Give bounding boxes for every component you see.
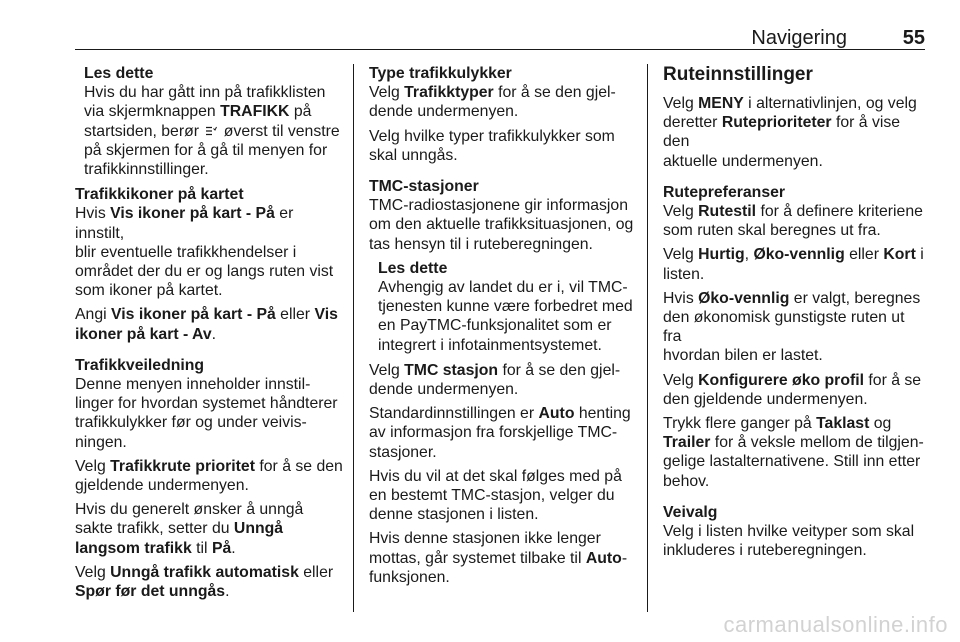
paragraph: Velg Unngå trafikk automatisk eller Spør før det unngås. bbox=[75, 563, 334, 601]
paragraph: Velg Trafikktyper for å se den gjel- dende undermenyen. bbox=[369, 84, 616, 121]
paragraph: Hvis denne stasjonen ikke lenger mottas, går systemet tilbake til Auto- funksjonen. bbox=[369, 530, 628, 586]
paragraph: Standardinnstillingen er Auto henting av informasjon fra forskjellige TMC- stasjoner. bbox=[369, 405, 631, 461]
settings-menu-icon bbox=[205, 125, 217, 137]
section-title: Navigering bbox=[751, 27, 847, 49]
paragraph: Trykk flere ganger på Taklast og Trailer for å veksle mellom de tilgjen- gelige lastalternativene. Still inn etter behov. bbox=[663, 415, 924, 490]
paragraph: Hvis Vis ikoner på kart - På er innstilt, blir eventuelle trafikkhendelser i området der du er og langs ruten vist som ikoner på kartet. bbox=[75, 205, 334, 300]
text-line: en PayTMC-funksjonalitet som er bbox=[378, 317, 612, 335]
heading-road-choice: Veivalg bbox=[663, 503, 718, 521]
paragraph: Velg MENY i alternativlinjen, og velg deretter Ruteprioriteter for å vise den aktuelle undermenyen. bbox=[663, 95, 917, 170]
text-line: integrert i infotainmentsystemet. bbox=[378, 336, 602, 354]
paragraph: Hvis du vil at det skal følges med på en bestemt TMC-stasjon, velger du denne stasjonen i listen. bbox=[369, 467, 622, 524]
paragraph: Velg Trafikkrute prioritet for å se den gjeldende undermenyen. bbox=[75, 457, 343, 495]
heading-tmc-stations: TMC-stasjoner bbox=[369, 178, 479, 196]
paragraph: Velg i listen hvilke veityper som skal inkluderes i ruteberegningen. bbox=[663, 523, 915, 560]
watermark: carmanualsonline.info bbox=[723, 612, 948, 637]
note-paytmc bbox=[369, 259, 639, 355]
paragraph: Velg hvilke typer trafikkulykker som skal unngås. bbox=[369, 127, 615, 164]
column-2 bbox=[369, 64, 639, 592]
note-title: Les dette bbox=[378, 259, 448, 277]
paragraph: Velg Konfigurere øko profil for å se den gjeldende undermenyen. bbox=[663, 371, 922, 408]
heading-route-settings: Ruteinnstillinger bbox=[663, 64, 813, 85]
text-line: Avhengig av landet du er i, vil TMC- bbox=[378, 279, 628, 297]
paragraph: Hvis Øko-vennlig er valgt, beregnes den økonomisk gunstigste ruten ut fra hvordan bilen er lastet. bbox=[663, 289, 921, 365]
column-1 bbox=[75, 64, 345, 606]
paragraph: Velg Rutestil for å definere kriteriene som ruten skal beregnes ut fra. bbox=[663, 203, 923, 240]
paragraph: TMC-radiostasjonene gir informasjon om den aktuelle trafikksituasjonen, og tas hensyn til i ruteberegningen. bbox=[369, 197, 634, 253]
column-divider-2 bbox=[647, 64, 648, 612]
column-divider-1 bbox=[353, 64, 354, 612]
note-title: Les dette bbox=[84, 65, 154, 82]
paragraph: Denne menyen inneholder innstil- linger for hvordan systemet håndterer trafikkulykker før og under veivis- ningen. bbox=[75, 376, 338, 451]
page-number: 55 bbox=[902, 27, 925, 49]
heading-route-preferences: Rutepreferanser bbox=[663, 183, 786, 201]
text-line: tjenesten kunne være forbedret med bbox=[378, 298, 633, 316]
paragraph: Hvis du generelt ønsker å unngå sakte trafikk, setter du Unngå langsom trafikk til På. bbox=[75, 501, 304, 557]
page-header bbox=[75, 0, 925, 50]
column-3 bbox=[663, 64, 927, 565]
paragraph: Velg Hurtig, Øko-vennlig eller Kort i listen. bbox=[663, 246, 924, 283]
heading-traffic-icons: Trafikkikoner på kartet bbox=[75, 186, 244, 204]
text-line: på skjermen for å gå til menyen for bbox=[84, 141, 328, 159]
text-line: startsiden, berør øverst til venstre bbox=[84, 122, 340, 140]
paragraph: Angi Vis ikoner på kart - På eller Vis ikoner på kart - Av. bbox=[75, 306, 338, 343]
paragraph: Velg TMC stasjon for å se den gjel- dende undermenyen. bbox=[369, 361, 621, 399]
text-line: Hvis du har gått inn på trafikklisten bbox=[84, 84, 326, 102]
heading-traffic-guidance: Trafikkveiledning bbox=[75, 356, 205, 374]
note-traffic-list bbox=[75, 64, 345, 179]
text-line: trafikkinnstillinger. bbox=[84, 161, 209, 179]
heading-traffic-types: Type trafikkulykker bbox=[369, 65, 512, 82]
text-line: via skjermknappen TRAFIKK på bbox=[84, 103, 312, 121]
